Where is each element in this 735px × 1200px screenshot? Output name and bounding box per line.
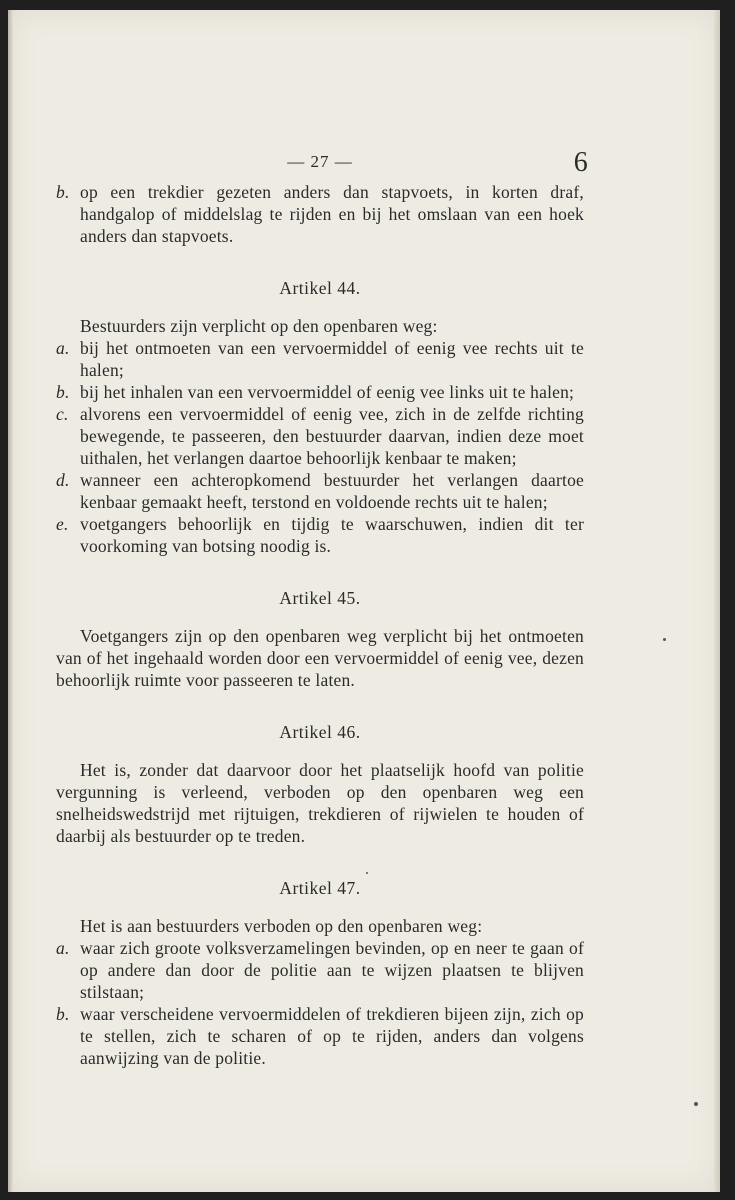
list-item [56,381,584,403]
item-text: waar verscheidene vervoermiddelen of trekdieren bijeen zijn, zich op te stellen, zich te scharen of op te rijden, anders dan volgens aanwijzing van de politie. [80,1004,584,1068]
page-header [56,145,588,181]
article-47-heading: Artikel 47. [279,878,361,898]
page-edge [714,10,720,1192]
item-label: b. [56,1004,70,1024]
article-46-heading: Artikel 46. [279,722,361,742]
item-label: c. [56,404,69,424]
item-text: alvorens een vervoermiddel of eenig vee, zich in de zelfde richting bewegende, te passeeren, den bestuurder daarvan, indien deze moet uithalen, het verlangen daartoe behoorlijk kenbaar te maken; [80,404,584,468]
list-item [56,1003,584,1069]
list-item [56,403,584,469]
print-speck [366,872,368,874]
item-label: a. [56,338,70,358]
list-item [56,513,584,557]
item-text: bij het inhalen van een vervoermiddel of eenig vee links uit te halen; [80,382,575,402]
list-item [56,181,584,247]
signature-mark: 6 [573,147,588,178]
article-46-text: Het is, zonder dat daarvoor door het plaatselijk hoofd van politie vergunning is verleend, verboden op den openbaren weg een snelheidswedstrijd met rijtuigen, trekdieren of rijwielen te houden of daarbij als bestuurder op te treden. [56,760,584,846]
article-45-heading: Artikel 45. [279,588,361,608]
item-text: voetgangers behoorlijk en tijdig te waarschuwen, indien dit ter voorkoming van botsing noodig is. [80,514,584,556]
item-text: waar zich groote volksverzamelingen bevinden, op en neer te gaan of op andere dan door de politie aan te wijzen plaatsen te blijven stilstaan; [80,938,584,1002]
item-label: b. [56,182,70,202]
item-label: e. [56,514,69,534]
item-label: a. [56,938,70,958]
article-44-intro: Bestuurders zijn verplicht op den openbaren weg: [80,316,438,336]
page-number: — 27 — [287,152,353,171]
page-text-block [56,145,588,1069]
print-speck [663,638,666,641]
article-45-text: Voetgangers zijn op den openbaren weg verplicht bij het ontmoeten van of het ingehaald worden door een vervoermiddel of eenig vee, dezen behoorlijk ruimte voor passeeren te laten. [56,626,584,690]
item-text: bij het ontmoeten van een vervoermiddel of eenig vee rechts uit te halen; [80,338,584,380]
list-item [56,937,584,1003]
list-item [56,469,584,513]
article-44-heading: Artikel 44. [279,278,361,298]
book-page [8,10,720,1192]
print-speck [694,1102,698,1106]
article-47-intro: Het is aan bestuurders verboden op den openbaren weg: [80,916,483,936]
item-label: d. [56,470,70,490]
item-label: b. [56,382,70,402]
list-item [56,337,584,381]
item-text: op een trekdier gezeten anders dan stapvoets, in korten draf, handgalop of middelslag te rijden en bij het omslaan van een hoek anders dan stapvoets. [80,182,584,246]
item-text: wanneer een achteropkomend bestuurder het verlangen daartoe kenbaar gemaakt heeft, terstond en voldoende rechts uit te halen; [80,470,584,512]
page-spine [8,10,13,1192]
